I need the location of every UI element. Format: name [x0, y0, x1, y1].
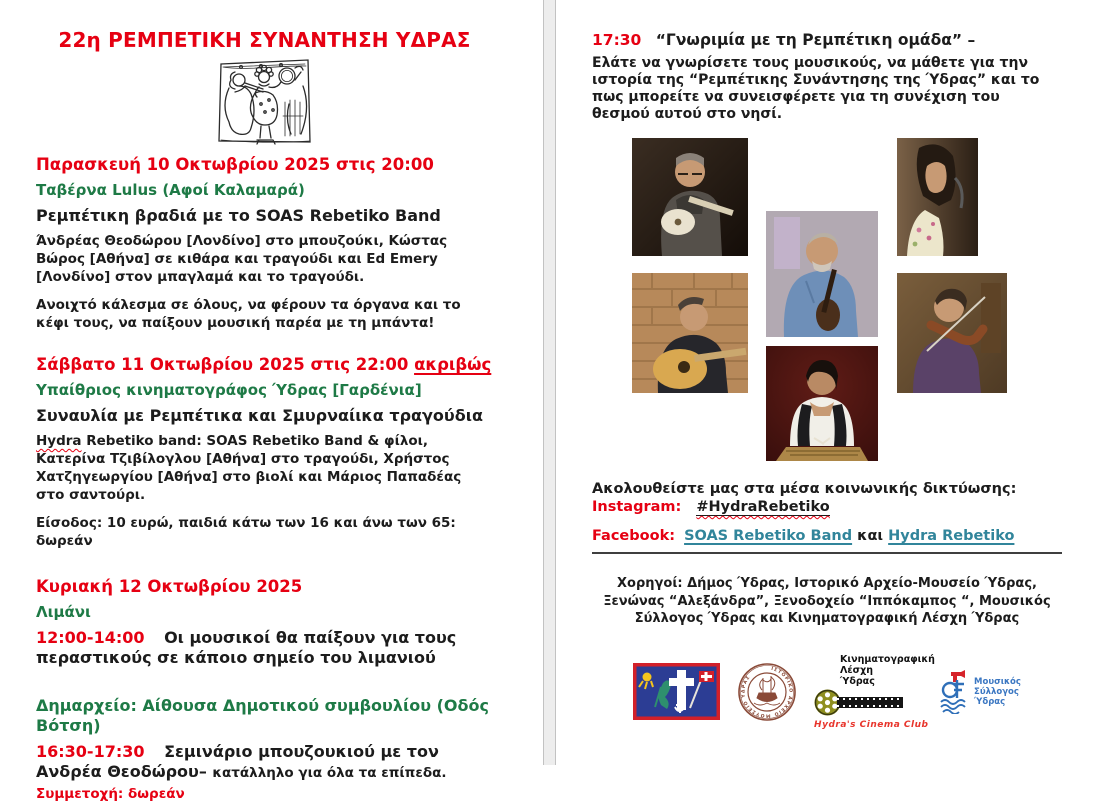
- event-friday-open-call: Ανοιχτό κάλεσμα σε όλους, να φέρουν τα όργανα και το κέφι τους, να παίξουν μουσική παρέα με τη μπάντα!: [36, 297, 461, 331]
- page-title: 22η ΡΕΜΠΕΤΙΚΗ ΣΥΝΑΝΤΗΣΗ ΥΔΡΑΣ: [58, 28, 471, 52]
- connector-text: και: [857, 528, 884, 544]
- photo-violin-player: [897, 273, 1007, 393]
- event-friday: [36, 154, 493, 332]
- film-reel-icon: [814, 689, 922, 716]
- facebook-link-hydra[interactable]: Hydra Rebetiko: [888, 528, 1015, 544]
- event-sunday: [36, 576, 493, 668]
- hydra-museum-seal-logo: [737, 662, 797, 722]
- flyer-page-right: [556, 0, 1096, 765]
- spellcheck-word: Hydra: [36, 433, 82, 449]
- event-townhall: [36, 696, 493, 804]
- instagram-hashtag-link[interactable]: #HydraRebetiko: [696, 499, 830, 515]
- event-saturday-lineup: Hydra Rebetiko band: SOAS Rebetiko Band & φίλοι, Κατερίνα Τζιβίλογλου [Αθήνα] στο τραγούδι, Χρήστος Χατζηγεωργίου [Αθήνα] στο βιολί και Μάριος Παπαδέας στο σαντούρι.: [36, 433, 462, 503]
- meet-session-intro: Ελάτε να γνωρίσετε τους μουσικούς, να μάθετε για την ιστορία της “Ρεμπέτικης Συνάντησης της Ύδρας” και το πως μπορείτε να συνεισφέρετε για τη συνέχιση του θεσμού αυτού στο νησί.: [592, 55, 1040, 122]
- hydra-music-association-logo: [939, 670, 1021, 714]
- exact-time-emphasis: ακριβώς: [414, 355, 492, 374]
- film-strip: [837, 697, 903, 708]
- event-friday-lineup: Άνδρέας Θεοδώρου [Λονδίνο] στο μπουζούκι, Κώστας Βώρος [Αθήνα] σε κιθάρα και τραγούδι και Ed Emery [Λονδίνο] στον μπαγλαμά και το τραγούδι.: [36, 233, 448, 285]
- event-friday-date: Παρασκευή 10 Οκτωβρίου 2025 στις 20:00: [36, 155, 434, 174]
- museum-seal-ring-text: ΙΣΤΟΡΙΚΟ ΑΡΧΕΙΟ ΜΟΥΣΕΙΟ ΥΔΡΑΣ: [741, 666, 793, 718]
- meet-session-time: 17:30: [592, 31, 642, 49]
- photo-singer-woman: [897, 138, 978, 256]
- facebook-link-soas[interactable]: SOAS Rebetiko Band: [684, 528, 853, 544]
- event-townhall-fee: Συμμετοχή: δωρεάν: [36, 786, 185, 802]
- music-association-name: Μουσικός Σύλλογος Ύδρας: [974, 676, 1021, 707]
- sponsors-text: Χορηγοί: Δήμος Ύδρας, Ιστορικό Αρχείο-Μουσείο Ύδρας, Ξενώνας “Αλεξάνδρα”, Ξενοδοχείο “Ιππόκαμπος “, Μουσικός Σύλλογος Ύδρας και Κινηματογραφική Λέσχη Ύδρας: [603, 576, 1051, 626]
- facebook-label: Facebook:: [592, 528, 676, 544]
- rebetiko-musicians-sketch: [215, 56, 314, 146]
- hydra-cinema-club-logo: [814, 653, 935, 730]
- page-gutter: [543, 0, 556, 765]
- social-section: [592, 480, 1062, 554]
- event-sunday-time: 12:00-14:00: [36, 628, 145, 647]
- musicians-photo-collage: [556, 138, 1096, 465]
- photo-bouzouki-player: [632, 138, 748, 256]
- cinema-club-english-name: Hydra's Cinema Club: [814, 719, 929, 730]
- social-follow-text: Ακολουθείστε μας στα μέσα κοινωνικής δικτύωσης:: [592, 481, 1017, 497]
- event-saturday-title: Συναυλία με Ρεμπέτικα και Σμυρναίικα τραγούδια: [36, 406, 483, 425]
- event-townhall-description: Σεμινάριο μπουζουκιού με τον Ανδρέα Θεοδώρου–: [36, 742, 439, 781]
- event-saturday-admission: Είσοδος: 10 ευρώ, παιδιά κάτω των 16 και άνω των 65: δωρεάν: [36, 515, 456, 549]
- event-saturday: [36, 354, 493, 550]
- hydra-municipality-flag-logo: [633, 663, 720, 720]
- photo-baglama-player: [766, 211, 878, 337]
- event-saturday-venue: Υπαίθριος κινηματογράφος Ύδρας [Γαρδένια]: [36, 381, 422, 399]
- event-saturday-date: Σάββατο 11 Οκτωβρίου 2025 στις 22:00 ακριβώς: [36, 355, 492, 374]
- meet-session-heading: 17:30 “Γνωριμία με τη Ρεμπέτικη ομάδα” –: [592, 31, 976, 49]
- section-divider: [592, 552, 1062, 554]
- music-association-icon: [939, 670, 969, 714]
- photo-guitar-player: [632, 273, 748, 393]
- photo-santouri-player: [766, 346, 878, 461]
- instagram-label: Instagram:: [592, 499, 682, 515]
- event-friday-title: Ρεμπέτικη βραδιά με το SOAS Rebetiko Band: [36, 206, 441, 225]
- flyer-page-left: [0, 0, 543, 802]
- cinema-club-name: Κινηματογραφική Λέσχη Ύδρας: [840, 653, 935, 687]
- event-townhall-program: [36, 742, 493, 804]
- event-townhall-venue: Δημαρχείο: Αίθουσα Δημοτικού συμβουλίου (Οδός Βότση): [36, 696, 489, 735]
- event-townhall-level-note: κατάλληλο για όλα τα επίπεδα.: [212, 765, 447, 781]
- sponsor-logos-row: [592, 654, 1062, 730]
- event-friday-venue: Ταβέρνα Lulus (Αφοί Καλαμαρά): [36, 181, 305, 199]
- instagram-line: [592, 498, 1062, 516]
- facebook-line: [592, 527, 1062, 545]
- event-sunday-program: [36, 628, 493, 668]
- event-sunday-description: Οι μουσικοί θα παίξουν για τους περαστικούς σε κάποιο σημείο του λιμανιού: [36, 628, 457, 667]
- event-townhall-time: 16:30-17:30: [36, 742, 145, 761]
- event-sunday-venue: Λιμάνι: [36, 603, 91, 621]
- event-sunday-date: Κυριακή 12 Οκτωβρίου 2025: [36, 577, 303, 596]
